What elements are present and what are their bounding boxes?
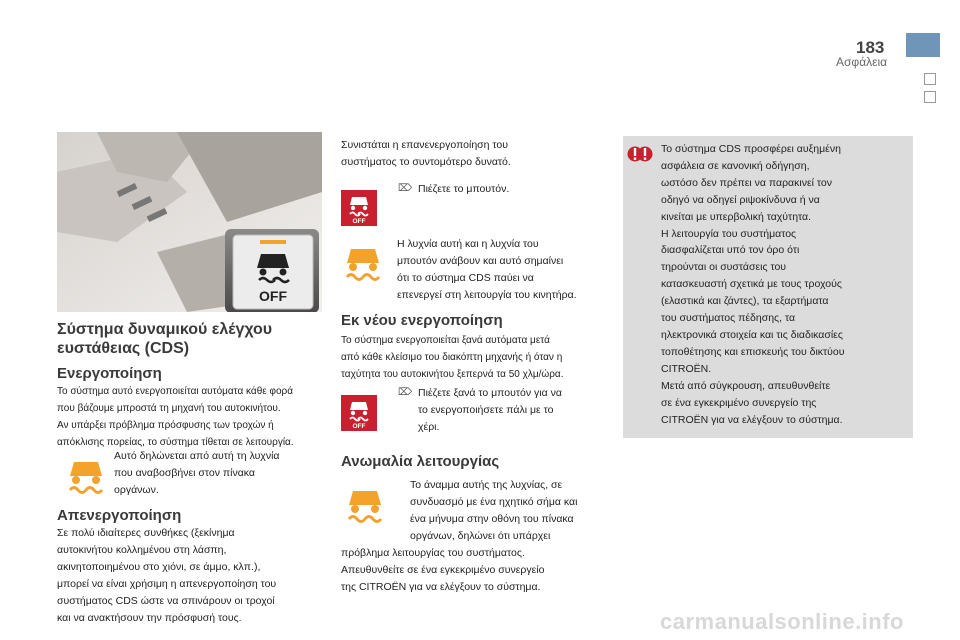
- page-number: 183: [856, 38, 885, 57]
- note-line: Μετά από σύγκρουση, απευθυνθείτε: [661, 379, 831, 392]
- deactivation-line: Σε πολύ ιδιαίτερες συνθήκες (ξεκίνημα: [57, 527, 235, 539]
- activation-line: απόκλισης πορείας, το σύστημα τίθεται σε λειτουργία.: [57, 437, 294, 448]
- cds-off-button-icon: [341, 395, 377, 436]
- malfunction-line: συνδυασμό με ένα ηχητικό σήμα και: [410, 496, 578, 508]
- warning-note-text: [661, 141, 908, 428]
- note-line: ωστόσο δεν πρέπει να παρακινεί τον: [661, 176, 832, 189]
- nav-square-1: [924, 73, 936, 85]
- malfunction-line: Το άναμμα αυτής της λυχνίας, σε: [410, 479, 563, 491]
- intro-line: Συνιστάται η επανενεργοποίηση του: [341, 139, 508, 151]
- malfunction-text: [410, 477, 615, 545]
- lamp-line: Αυτό δηλώνεται από αυτή τη λυχνία: [114, 450, 280, 462]
- deactivation-text: [57, 525, 327, 627]
- note-line: σε ένα εγκεκριμένο συνεργείο της: [661, 396, 817, 409]
- lamp-off-line: Η λυχνία αυτή και η λυχνία του: [397, 238, 539, 250]
- svg-text:OFF: OFF: [352, 218, 366, 225]
- note-line: ηλεκτρονικά στοιχεία και τις διαδικασίες: [661, 328, 843, 341]
- activation-line: που βάζουμε μπροστά τη μηχανή του αυτοκινήτου.: [57, 403, 281, 414]
- cds-off-button-icon: [341, 190, 377, 231]
- svg-text:OFF: OFF: [352, 423, 366, 430]
- deactivation-line: συστήματος CDS ώστε να σπινάρουν οι τροχοί: [57, 595, 275, 607]
- deactivation-line: αυτοκινήτου κολλημένου στη λάσπη,: [57, 544, 227, 556]
- heading-reactivation: Εκ νέου ενεργοποίηση: [341, 312, 503, 329]
- reactivation-line: ταχύτητα του αυτοκινήτου ξεπερνά τα 50 χλμ/ώρα.: [341, 369, 564, 380]
- step1-text: Πιέζετε το μπουτόν.: [418, 183, 510, 195]
- photo-off-label: OFF: [259, 288, 287, 304]
- heading-activation: Ενεργοποίηση: [57, 365, 162, 382]
- section-tab: [906, 33, 940, 57]
- nav-square-2: [924, 91, 936, 103]
- reactivation-text: [341, 332, 611, 383]
- note-line: ασφάλεια σε κανονική οδήγηση,: [661, 159, 810, 172]
- cds-lamp-icon: [341, 245, 385, 290]
- reactivation-advice: [341, 137, 611, 171]
- watermark: carmanualsonline.info: [660, 609, 904, 634]
- reactivation-line: Το σύστημα ενεργοποιείται ξανά αυτόματα μετά: [341, 335, 550, 346]
- heading-deactivation: Απενεργοποίηση: [57, 507, 182, 524]
- malfunction-line: της CITROËN για να ελέγξουν το σύστημα.: [341, 581, 541, 593]
- note-line: (ελαστικά και ζάντες), τα εξαρτήματα: [661, 295, 829, 308]
- malfunction-line: οργάνων, δηλώνει ότι υπάρχει: [410, 530, 551, 542]
- lamp-off-text: [397, 236, 612, 304]
- note-line: Η λειτουργία του συστήματος: [661, 227, 797, 240]
- note-line: διασφαλίζεται υπό τον όρο ότι: [661, 244, 800, 257]
- deactivation-line: ακινητοποιημένου στο χιόνι, σε άμμο, κλπ.),: [57, 561, 261, 573]
- bullet-icon: ⌦: [398, 387, 413, 398]
- lamp-off-line: μπουτόν ανάβουν και αυτό σημαίνει: [397, 255, 564, 267]
- step2-text: [418, 385, 613, 436]
- malfunction-text-full: [341, 545, 616, 596]
- activation-text: [57, 383, 327, 451]
- cds-lamp-icon: [343, 487, 387, 532]
- malfunction-line: Απευθυνθείτε σε ένα εγκεκριμένο συνεργείο: [341, 564, 545, 576]
- intro-line: συστήματος το συντομότερο δυνατό.: [341, 156, 511, 168]
- note-line: κατασκευαστή σχετικά με τους τροχούς: [661, 278, 842, 291]
- warning-exclamation-icon: [627, 143, 653, 170]
- activation-line: Αν υπάρξει πρόβλημα πρόσφυσης των τροχών ή: [57, 420, 274, 431]
- step2-line: Πιέζετε ξανά το μπουτόν για να: [418, 387, 562, 399]
- lamp-text: [114, 448, 324, 499]
- reactivation-line: από κάθε κλείσιμο του διακόπτη μηχανής ή όταν η: [341, 352, 563, 363]
- lamp-off-line: επενεργεί στη λειτουργία του κινητήρα.: [397, 289, 577, 301]
- lamp-line: οργάνων.: [114, 484, 159, 496]
- step2-line: χέρι.: [418, 421, 440, 433]
- note-line: Το σύστημα CDS προσφέρει αυξημένη: [661, 143, 841, 155]
- note-line: τηρούνται οι συστάσεις του: [661, 261, 787, 274]
- activation-line: Το σύστημα αυτό ενεργοποιείται αυτόματα κάθε φορά: [57, 386, 294, 397]
- dashboard-photo: [57, 132, 322, 312]
- note-line: τοποθέτησης και επισκευής του δικτύου: [661, 345, 845, 358]
- step2-line: το ενεργοποιήσετε πάλι με το: [418, 404, 554, 416]
- note-line: του συστήματος πέδησης, τα: [661, 312, 796, 325]
- note-line: οδηγό να οδηγεί ριψοκίνδυνα ή να: [661, 193, 820, 206]
- note-line: CITROËN για να ελέγξουν το σύστημα.: [661, 413, 843, 426]
- cds-lamp-icon: [64, 458, 108, 503]
- heading-malfunction: Ανωμαλία λειτουργίας: [341, 453, 500, 470]
- note-line: κινείται με υπερβολική ταχύτητα.: [661, 210, 812, 223]
- dashboard-illustration: [57, 132, 322, 312]
- lamp-off-line: ότι το σύστημα CDS παύει να: [397, 272, 534, 284]
- bullet-icon: ⌦: [398, 183, 413, 194]
- malfunction-line: ένα μήνυμα στην οθόνη του πίνακα: [410, 513, 574, 525]
- lamp-line: που αναβοσβήνει στον πίνακα: [114, 467, 255, 479]
- malfunction-line: πρόβλημα λειτουργίας του συστήματος.: [341, 547, 525, 559]
- section-title: Ασφάλεια: [836, 55, 888, 69]
- deactivation-line: και να ανακτήσουν την πρόσφυσή τους.: [57, 612, 242, 624]
- note-line: CITROËN.: [661, 362, 712, 375]
- deactivation-line: μπορεί να είναι χρήσιμη η απενεργοποίηση του: [57, 578, 277, 590]
- main-title: Σύστημα δυναμικού ελέγχου ευστάθειας (CDS): [57, 321, 273, 357]
